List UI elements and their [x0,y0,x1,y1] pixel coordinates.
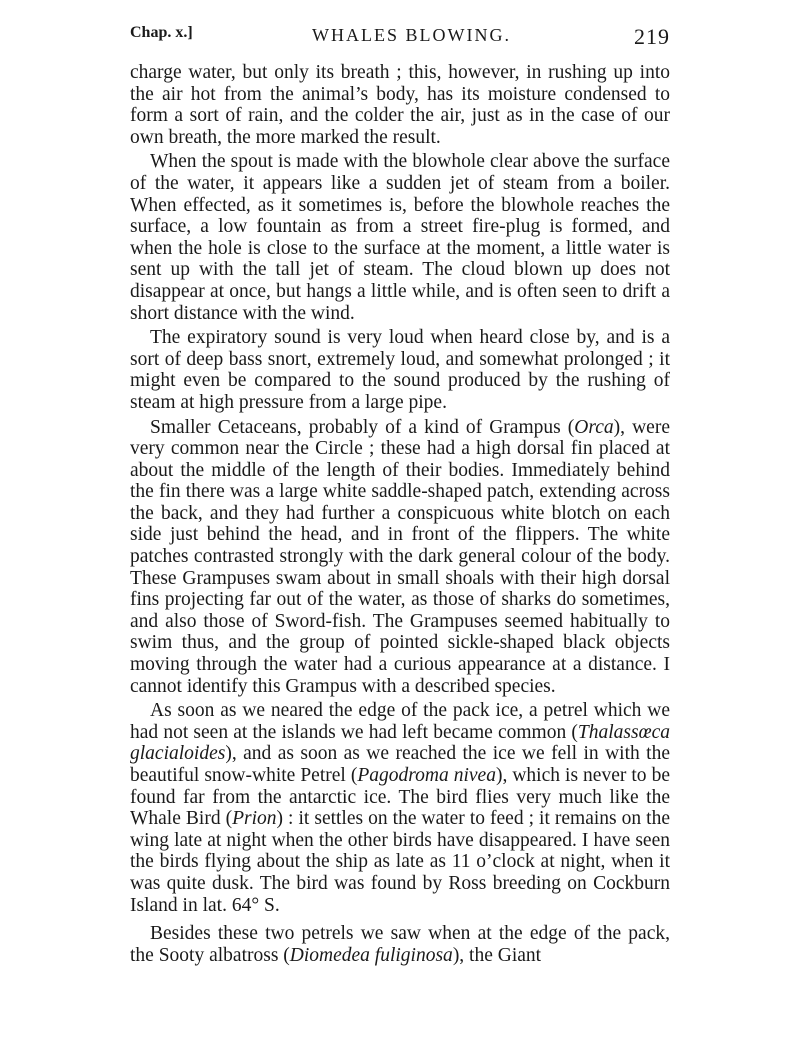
text-run: The expiratory sound is very loud when heard close by, and is a sort of deep bass snort, extremely loud, and somewhat prolonged ; it might even be compared to the sound produced by the rushing of steam at high pressure from a large pipe. [130,327,670,413]
paragraph [130,151,670,324]
running-head [130,24,670,54]
italic-term: Pagodroma nivea [357,765,496,786]
text-run: charge water, but only its breath ; this, however, in rushing up into the air hot from the animal’s body, has its moisture condensed to form a sort of rain, and the colder the air, just as in the case of our own breath, the more marked the result. [130,62,670,148]
text-run: ), which is never to be found far from the antarctic ice. The bird flies very much like the Whale Bird ( [130,765,670,830]
italic-term: Prion [232,808,277,830]
chapter-label: Chap. x.] [130,24,193,41]
text-run: Smaller Cetaceans, probably of a kind of Grampus ( [150,416,575,438]
paragraph [130,923,670,966]
italic-term: Diomedea fuliginosa [289,944,453,966]
paragraph [130,62,670,148]
page-number: 219 [634,24,670,49]
text-run: ), were very common near the Circle ; these had a high dorsal fin placed at about the middle of the length of their bodies. Immediately behind the fin there was a large white saddle-shaped patch, extending across the back, and they had further a conspicuous white blotch on each side just behind the head, and in front of the flippers. The white patches contrasted strongly with the dark general colour of the body. These Grampuses swam about in small shoals with their high dorsal fins projecting far out of the water, as those of sharks do sometimes, and also those of Sword-fish. The Grampuses seemed habitually to swim thus, and the group of pointed sickle-shaped black objects moving through the water had a curious appearance at a distance. I cannot identify this Grampus with a described species. [130,416,670,697]
italic-term: Orca [574,416,614,438]
paragraph [130,327,670,413]
text-run: ), the Giant [452,944,542,966]
paragraph [130,417,670,698]
text-run: As soon as we neared the edge of the pack ice, a petrel which we had not seen at the islands we had left became common ( [130,700,670,743]
text-run: When the spout is made with the blowhole clear above the surface of the water, it appears like a sudden jet of steam from a boiler. When effected, as it sometimes is, before the blowhole reaches the surface, a low fountain as from a street fire-plug is formed, and when the hole is close to the surface at the moment, a little water is sent up with the tall jet of steam. The cloud blown up does not disappear at once, but hangs a little while, and is often seen to drift a short distance with the wind. [130,151,670,324]
body-text [130,62,670,966]
text-run: ), and as soon as we reached the ice we fell in with the beautiful snow-white Petrel ( [130,743,670,786]
italic-term: Thalassœca glacialoides [130,721,670,765]
paragraph [130,700,670,916]
text-run: ) : it settles on the water to feed ; it remains on the wing late at night when the other birds have disappeared. I have seen the birds flying about the ship as late as 11 o’clock at night, when it was quite dusk. The bird was found by Ross breeding on Cockburn Island in lat. 64° S. [130,808,671,916]
running-title: WHALES BLOWING. [312,25,511,45]
text-run: Besides these two petrels we saw when at the edge of the pack, the Sooty albatross ( [130,923,670,966]
